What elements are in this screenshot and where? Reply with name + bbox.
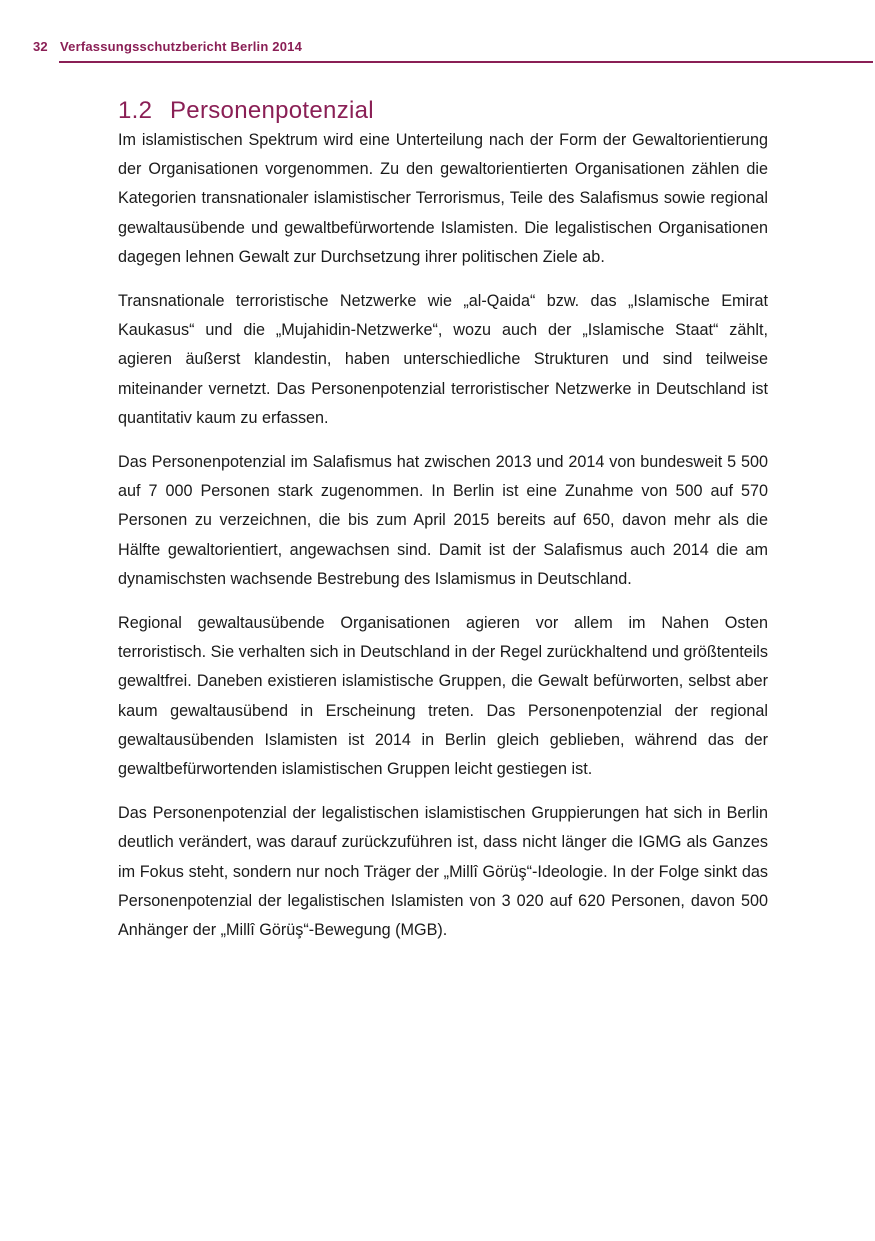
page-content [118, 96, 768, 960]
paragraph: Transnationale terroristische Netzwerke wie „al-Qaida“ bzw. das „Islamische Emirat Kaukasus“ und die „Mujahidin-Netzwerke“, wozu auch der „Islamische Staat“ zählt, agieren äußerst klandestin, haben unterschiedliche Strukturen und sind teilweise miteinander vernetzt. Das Personenpotenzial terroristischer Netzwerke in Deutschland ist quantitativ kaum zu erfassen. [118, 292, 768, 427]
paragraph: Das Personenpotenzial der legalistischen islamistischen Gruppierungen hat sich in Berlin deutlich verändert, was darauf zurückzuführen ist, dass nicht länger die IGMG als Ganzes im Fokus steht, sondern nur noch Träger der „Millî Görüş“-Ideologie. In der Folge sinkt das Personenpotenzial der legalistischen Islamisten von 3 020 auf 620 Personen, davon 500 Anhänger der „Millî Görüş“-Bewegung (MGB). [118, 804, 768, 940]
page-header [33, 39, 873, 65]
header-rule [59, 61, 873, 63]
page-number: 32 [33, 39, 48, 54]
paragraph: Regional gewaltausübende Organisationen agieren vor allem im Nahen Osten terroristisch. Sie verhalten sich in Deutschland in der Regel zurückhaltend und größtenteils gewaltfrei. Daneben existieren islamistische Gruppen, die Gewalt befürworten, selbst aber kaum gewaltausübend in Erscheinung treten. Das Personenpotenzial der regional gewaltausübenden Islamisten ist 2014 in Berlin gleich geblieben, während das der gewaltbefürwortenden islamistischen Gruppen leicht gestiegen ist. [118, 614, 768, 779]
paragraph: Das Personenpotenzial im Salafismus hat zwischen 2013 und 2014 von bundesweit 5 500 auf 7 000 Personen stark zugenommen. In Berlin ist eine Zunahme von 500 auf 570 Personen zu verzeichnen, die bis zum April 2015 bereits auf 650, davon mehr als die Hälfte gewaltorientiert, angewachsen sind. Damit ist der Salafismus auch 2014 die am dynamischsten wachsende Bestrebung des Islamismus in Deutschland. [118, 453, 768, 588]
paragraph: Im islamistischen Spektrum wird eine Unterteilung nach der Form der Gewaltorientierung der Organisationen vorgenommen. Zu den gewaltorientierten Organisationen zählen die Kategorien transnationaler islamistischer Terrorismus, Teile des Salafismus sowie regional gewaltausübende und gewaltbefürwortende Islamisten. Die legalistischen Organisationen dagegen lehnen Gewalt zur Durchsetzung ihrer politischen Ziele ab. [118, 131, 768, 266]
section-heading [118, 96, 768, 126]
running-title: Verfassungsschutzbericht Berlin 2014 [60, 39, 303, 54]
section-title: Personenpotenzial [170, 97, 374, 124]
section-number: 1.2 [118, 97, 153, 124]
